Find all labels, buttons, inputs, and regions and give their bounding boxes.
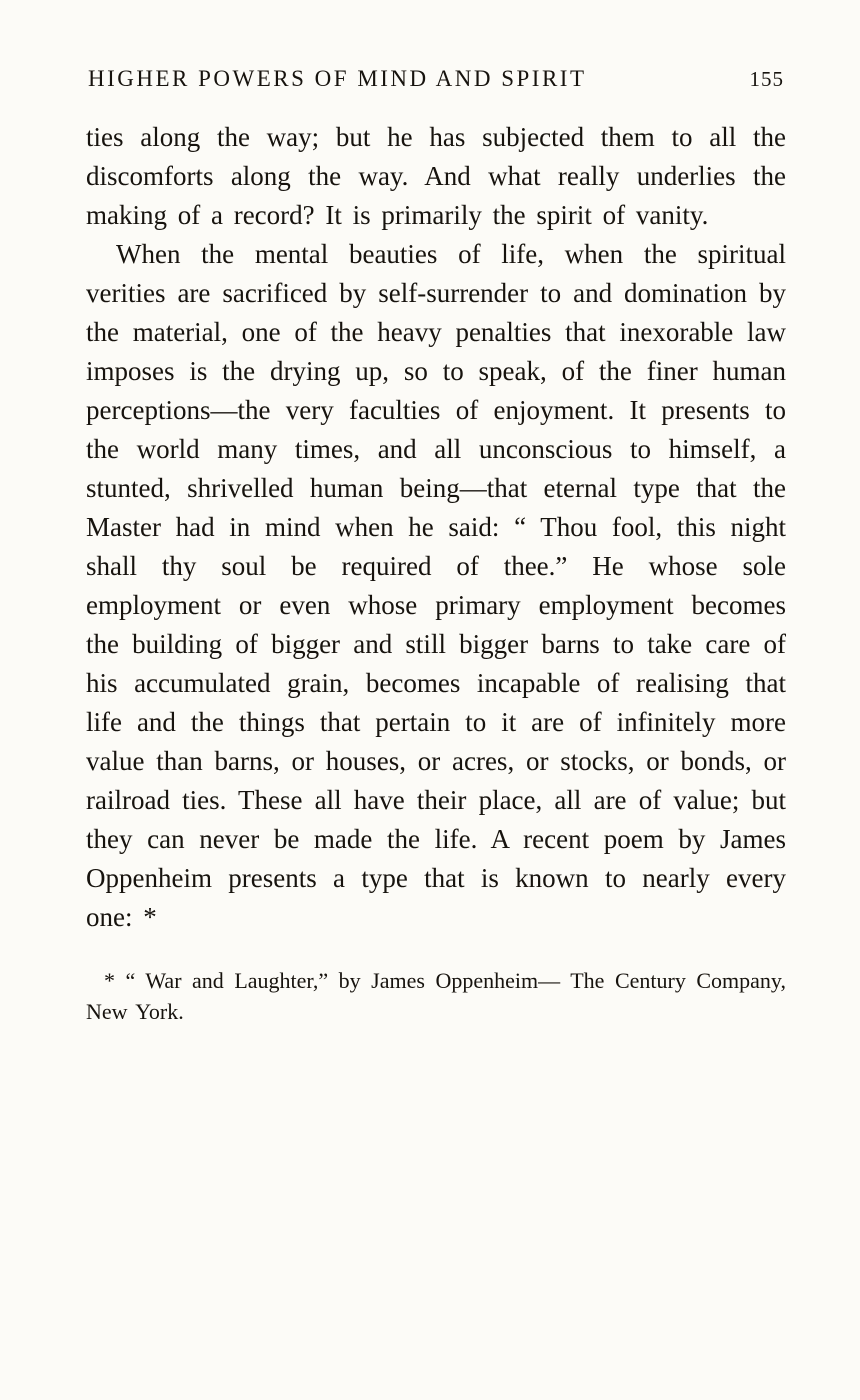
running-header: [88, 66, 784, 92]
running-header-title: HIGHER POWERS OF MIND AND SPIRIT: [88, 66, 587, 91]
footnote: * “ War and Laughter,” by James Oppenheim— The Century Company, New York.: [86, 968, 786, 1024]
paragraph-1: ties along the way; but he has subjected them to all the discomforts along the way. And what really underlies the making of a record? It is primarily the spirit of vanity.: [86, 122, 786, 230]
body-text: [86, 118, 786, 937]
page-number: 155: [749, 67, 784, 91]
paragraph-2: When the mental beauties of life, when the spiritual verities are sacrificed by self-surrender to and domination by the material, one of the heavy penalties that inexorable law imposes is the drying up, so to speak, of the finer human perceptions—the very faculties of enjoyment. It presents to the world many times, and all unconscious to himself, a stunted, shrivelled human being—that eternal type that the Master had in mind when he said: “ Thou fool, this night shall thy soul be required of thee.” He whose sole employment or even whose primary employment becomes the building of bigger and still bigger barns to take care of his accumulated grain, becomes incapable of realising that life and the things that pertain to it are of infinitely more value than barns, or houses, or acres, or stocks, or bonds, or railroad ties. These all have their place, all are of value; but they can never be made the life. A recent poem by James Oppenheim presents a type that is known to nearly every one: *: [86, 239, 786, 932]
